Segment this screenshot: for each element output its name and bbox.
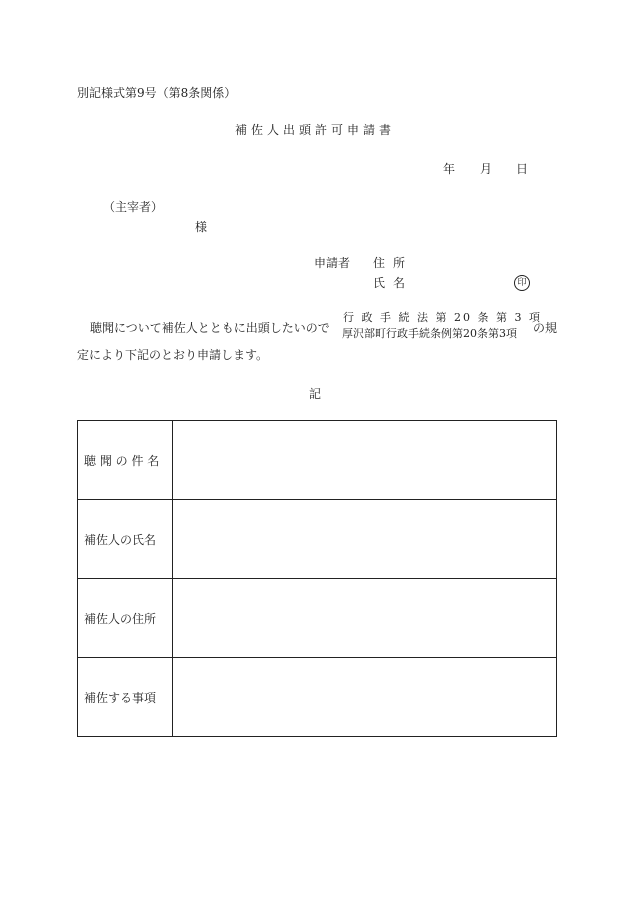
table-row: [78, 500, 557, 579]
form-number-label: 別記様式第9号（第8条関係）: [77, 86, 237, 100]
application-table: [77, 420, 557, 737]
table-row: [78, 579, 557, 658]
row-label-hearing-subject: 聴 聞 の 件 名: [78, 421, 173, 500]
row-label-assistant-address: 補佐人の住所: [78, 579, 173, 658]
assistant-name-field[interactable]: [173, 500, 557, 579]
document-title: 補佐人出頭許可申請書: [234, 123, 395, 137]
ki-heading: 記: [308, 387, 321, 401]
assist-matters-field[interactable]: [173, 658, 557, 737]
applicant-address-label: 住所: [373, 256, 414, 270]
organizer-label: （主宰者）: [103, 200, 164, 214]
assistant-address-field[interactable]: [173, 579, 557, 658]
honorific-label: 様: [195, 220, 208, 234]
date-year-label: 年: [443, 162, 456, 176]
law-option-national: 行 政 手 続 法 第 20 条 第 3 項: [343, 311, 542, 324]
table-row: [78, 421, 557, 500]
date-day-label: 日: [516, 162, 529, 176]
body-text-line1: 聴聞について補佐人とともに出頭したいので: [90, 321, 330, 335]
body-text-line2: 定により下記のとおり申請します。: [77, 348, 269, 362]
date-month-label: 月: [480, 162, 493, 176]
body-text-tail: の規: [533, 321, 558, 335]
law-option-municipal: 厚沢部町行政手続条例第20条第3項: [342, 327, 517, 340]
applicant-label: 申請者: [314, 256, 351, 270]
hearing-subject-field[interactable]: [173, 421, 557, 500]
row-label-assistant-name: 補佐人の氏名: [78, 500, 173, 579]
seal-mark: 印: [514, 275, 530, 291]
table-row: [78, 658, 557, 737]
applicant-name-label: 氏名: [373, 276, 414, 290]
row-label-assist-matters: 補佐する事項: [78, 658, 173, 737]
